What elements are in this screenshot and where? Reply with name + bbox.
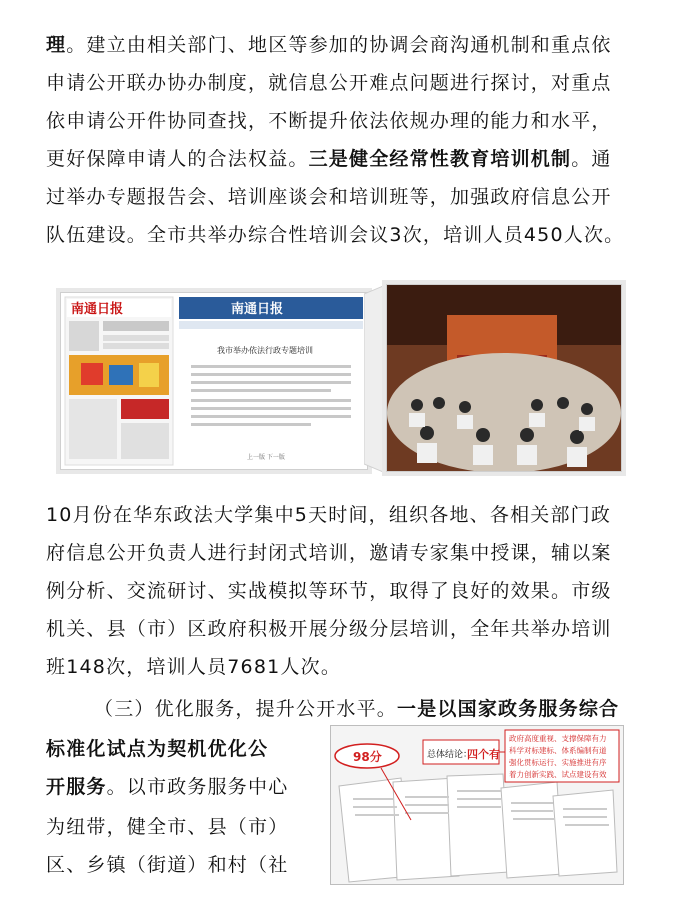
text-line-13: 开服务。以市政务服务中心 [46, 776, 289, 798]
point-2: 科学对标建标、体系编制有道 [509, 746, 607, 755]
text-line-7: 10月份在华东政法大学集中5天时间，组织各地、各相关部门政 [46, 504, 612, 526]
text-line-9: 例分析、交流研讨、实战模拟等环节，取得了良好的效果。市级 [46, 580, 612, 602]
svg-text:南通日报: 南通日报 [231, 302, 284, 317]
text-line-4: 更好保障申请人的合法权益。三是健全经常性教育培训机制。通 [46, 148, 612, 170]
text-line-11: 班148次，培训人员7681人次。 [46, 656, 342, 678]
section-heading: （三）优化服务，提升公开水平。 [94, 698, 398, 720]
text-line-10: 机关、县（市）区政府积极开展分级分层培训，全年共举办培训 [46, 618, 612, 640]
bold-fragment: 一是以国家政务服务综合 [397, 698, 620, 720]
meeting-photo-image [387, 285, 621, 471]
text-line-14: 为纽带，健全市、县（市） [46, 816, 289, 838]
text-line-8: 府信息公开负责人进行封闭式培训，邀请专家集中授课，辅以案 [46, 542, 612, 564]
point-3: 强化贯标运行、实施推进有序 [509, 758, 607, 767]
text-line-3: 依申请公开件协同查找，不断提升依法依规办理的能力和水平， [46, 110, 612, 132]
newspaper-image [61, 293, 367, 469]
evaluation-documents-image [331, 726, 623, 884]
bold-fragment: 三是健全经常性教育培训机制 [308, 148, 572, 170]
text-line-5: 过举办专题报告会、培训座谈会和培训班等，加强政府信息公开 [46, 186, 612, 208]
text-line-1: 理。建立由相关部门、地区等参加的协调会商沟通机制和重点依 [46, 34, 612, 56]
point-1: 政府高度重视、支撑保障有力 [509, 734, 607, 743]
point-4: 着力创新实践、试点建设有效 [509, 770, 607, 779]
newspaper-screenshot [60, 292, 368, 470]
summary-value: 四个有 [467, 748, 500, 761]
figure-training-news [48, 276, 622, 484]
article-headline: 我市举办依法行政专题培训 [217, 346, 313, 355]
summary-label: 总体结论： [427, 750, 473, 760]
text-line-6: 队伍建设。全市共举办综合性培训会议3次，培训人员450人次。 [46, 224, 625, 246]
text-line-12: 标准化试点为契机优化公 [46, 738, 269, 760]
score-label: 98分 [353, 750, 382, 764]
bold-fragment: 理 [46, 34, 67, 56]
newspaper-masthead: 南通日报 [71, 302, 124, 317]
section-heading-line [94, 696, 636, 722]
connector-shape [364, 284, 388, 474]
text-line-2: 申请公开联办协办制度，就信息公开难点问题进行探讨，对重点 [46, 72, 612, 94]
svg-text:上一版 下一版: 上一版 下一版 [247, 454, 285, 461]
text-line-15: 区、乡镇（街道）和村（社 [46, 854, 289, 876]
figure-evaluation [330, 725, 624, 885]
meeting-photo [386, 284, 622, 472]
